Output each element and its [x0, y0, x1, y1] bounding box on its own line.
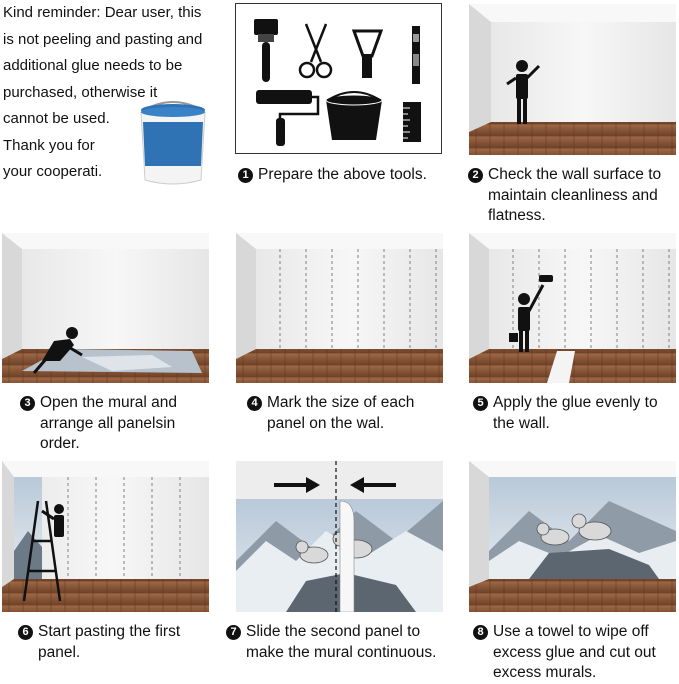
paint-roller-icon [256, 90, 318, 146]
ruler-icon [403, 102, 421, 142]
step-2-caption [468, 165, 679, 227]
caption-line: panel on the wal. [267, 414, 385, 432]
step-7-image [236, 461, 443, 612]
scraper-icon [354, 31, 381, 78]
caption-line: Use a towel to wipe off [493, 623, 649, 640]
step-number-badge: 2 [468, 168, 483, 183]
step-number-badge: 7 [226, 625, 241, 640]
caption-line: Prepare the above tools. [258, 166, 427, 183]
caption-line: Apply the glue evenly to [493, 394, 658, 411]
caption-line: Slide the second panel to [246, 623, 421, 640]
reminder-line: Kind reminder: Dear user, this [3, 4, 202, 21]
tools-box [235, 3, 442, 154]
utility-knife-icon [412, 26, 420, 84]
step-1-caption [238, 165, 453, 186]
paint-brush-icon [254, 19, 278, 82]
reminder-line: your cooperati. [3, 163, 103, 180]
step-8-image [469, 461, 676, 612]
reminder-line: additional glue needs to be [3, 57, 183, 74]
reminder-line: purchased, otherwise it [3, 83, 158, 101]
caption-line: maintain cleanliness and [488, 186, 658, 204]
caption-line: Open the mural and [40, 394, 178, 411]
step-number-badge: 8 [473, 625, 488, 640]
caption-line: excess murals. [493, 664, 597, 681]
caption-line: flatness. [488, 207, 546, 224]
step-3-image [2, 233, 209, 383]
step-6-caption [18, 622, 228, 663]
step-5-caption [473, 393, 679, 434]
step-6-image [2, 461, 209, 612]
step-number-badge: 3 [20, 396, 35, 411]
step-3-caption [20, 393, 220, 455]
step-4-caption [247, 393, 447, 434]
step-number-badge: 4 [247, 396, 262, 411]
step-7-caption [226, 622, 464, 663]
step-number-badge: 1 [238, 168, 253, 183]
caption-line: make the mural continuous. [246, 643, 437, 661]
caption-line: order. [40, 435, 80, 452]
bucket-icon [326, 92, 382, 140]
caption-line: Check the wall surface to [488, 166, 662, 183]
step-5-image [469, 233, 676, 383]
step-4-image [236, 233, 443, 383]
reminder-line: is not peeling and pasting and [3, 30, 203, 48]
step-8-caption [473, 622, 679, 684]
caption-line: arrange all panelsin [40, 414, 176, 432]
glue-bucket-icon [134, 100, 212, 188]
reminder-line: cannot be used. [3, 110, 110, 127]
scissors-icon [300, 24, 331, 77]
caption-line: Mark the size of each [267, 394, 415, 411]
step-2-image [469, 4, 676, 155]
caption-line: Start pasting the first [38, 623, 181, 640]
step-number-badge: 5 [473, 396, 488, 411]
caption-line: the wall. [493, 414, 550, 432]
caption-line: panel. [38, 643, 81, 661]
caption-line: excess glue and cut out [493, 643, 656, 661]
reminder-line: Thank you for [3, 136, 95, 154]
step-number-badge: 6 [18, 625, 33, 640]
